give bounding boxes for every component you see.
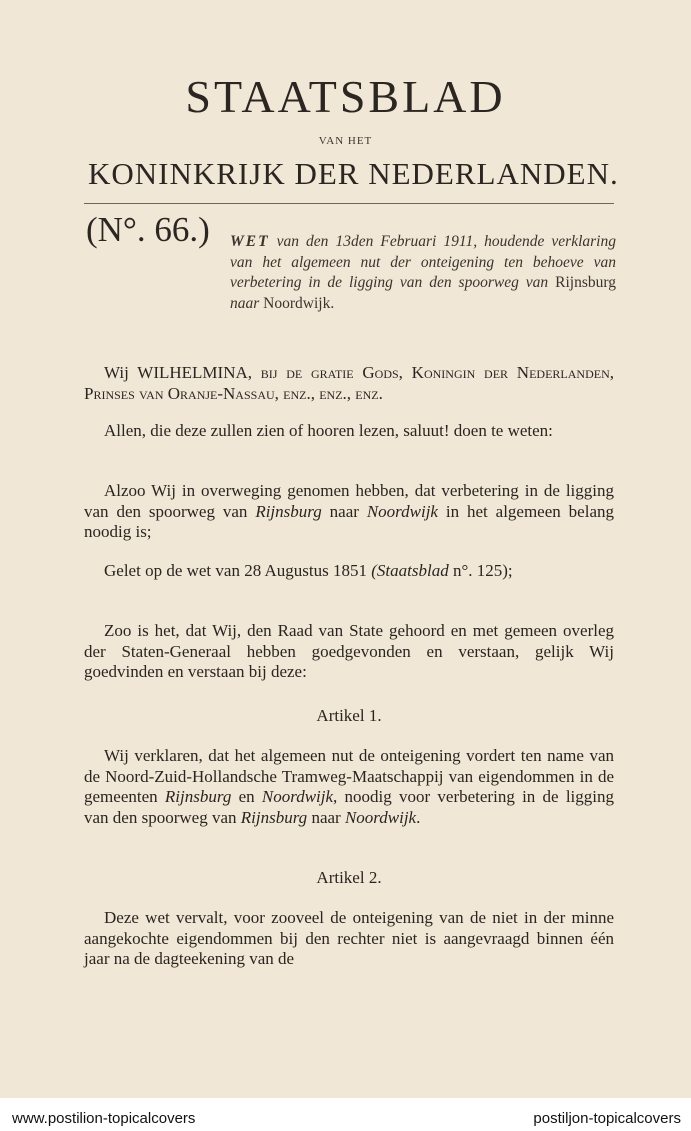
paragraph-1: Allen, die deze zullen zien of hooren lezen, saluut! doen te weten: <box>104 421 553 440</box>
article-2-text <box>84 908 614 970</box>
art1-text-d: naar <box>307 807 345 827</box>
kingdom-title: KONINKRIJK DER NEDERLANDEN. <box>88 156 619 191</box>
art1-text-a: Wij verklaren, dat het algemeen nut de onteigening vordert ten name van de Noord-Zuid-Hollandsche Tramweg-Maatschappij van eigendommen in de gemeenten <box>84 746 614 806</box>
article-2-heading: Artikel 2. <box>316 868 382 887</box>
article-1-heading: Artikel 1. <box>316 706 382 725</box>
art1-place-1: Rijnsburg <box>164 787 232 806</box>
paragraph-considering <box>84 481 614 543</box>
p2-text-b: naar <box>321 501 367 521</box>
law-number: (N°. 66.) <box>86 210 210 249</box>
art1-place-3: Rijnsburg <box>240 807 308 827</box>
queen-name: WILHELMINA <box>137 363 248 382</box>
queen-titles: , bij de gratie Gods, Koningin der Nederlanden, Prinses van Oranje-Nassau, enz., enz., enz. <box>84 363 614 403</box>
article-1-text <box>84 746 614 828</box>
preamble <box>84 363 614 404</box>
p3-text-a: Gelet op de wet van 28 Augustus 1851 <box>104 561 372 580</box>
header-rule <box>84 203 614 204</box>
publication-subtitle: VAN HET <box>318 135 373 147</box>
summary-end: . <box>330 294 335 312</box>
paragraph-reference <box>84 561 614 582</box>
footer-left-url: www.postilion-topicalcovers <box>12 1110 196 1127</box>
art1-place-4: Noordwijk <box>344 807 417 827</box>
p3-text-b: n°. 125); <box>448 561 513 580</box>
p2-text-c: in het algemeen belang noodig is; <box>84 501 614 541</box>
p2-place-2: Noordwijk <box>366 501 438 521</box>
summary-place-2: Noordwijk <box>263 294 331 312</box>
watermark-footer <box>0 1110 691 1131</box>
art1-text-c: , noodig voor verbetering in de ligging van den spoorweg van <box>84 787 614 827</box>
wet-word: WET <box>230 233 270 250</box>
p2-text-a: Alzoo Wij in overweging genomen hebben, dat verbetering in de ligging van den spoorweg van <box>84 481 614 521</box>
law-summary <box>230 232 616 314</box>
art2-paragraph: Deze wet vervalt, voor zooveel de onteigening van de niet in der minne aangekochte eigendommen bij den rechter niet is aangevraagd binnen één jaar na de dagteekening van de <box>84 908 614 968</box>
paragraph-4: Zoo is het, dat Wij, den Raad van State gehoord en met gemeen overleg der Staten-Generaal hebben goedgevonden en verstaan, gelijk Wij goedvinden en verstaan bij deze: <box>84 621 614 681</box>
summary-place-1: Rijnsburg <box>555 274 616 291</box>
art1-place-2: Noordwijk <box>261 787 334 806</box>
paragraph-greeting <box>84 421 614 442</box>
summary-text: van den 13den Februari 1911, houdende verklaring van het algemeen nut der onteigening ten behoeve van verbetering in de ligging van den spoorweg van <box>230 233 616 291</box>
preamble-wij: Wij <box>104 363 138 382</box>
art1-text-b: en <box>231 787 262 806</box>
p2-place-1: Rijnsburg <box>255 501 322 521</box>
summary-naar: naar <box>230 294 264 312</box>
p3-reference: (Staatsblad <box>371 561 449 580</box>
publication-title: STAATSBLAD <box>185 71 506 122</box>
art1-text-e: . <box>416 807 421 827</box>
paragraph-decree <box>84 621 614 683</box>
footer-right-url: postiljon-topicalcovers <box>533 1110 681 1127</box>
